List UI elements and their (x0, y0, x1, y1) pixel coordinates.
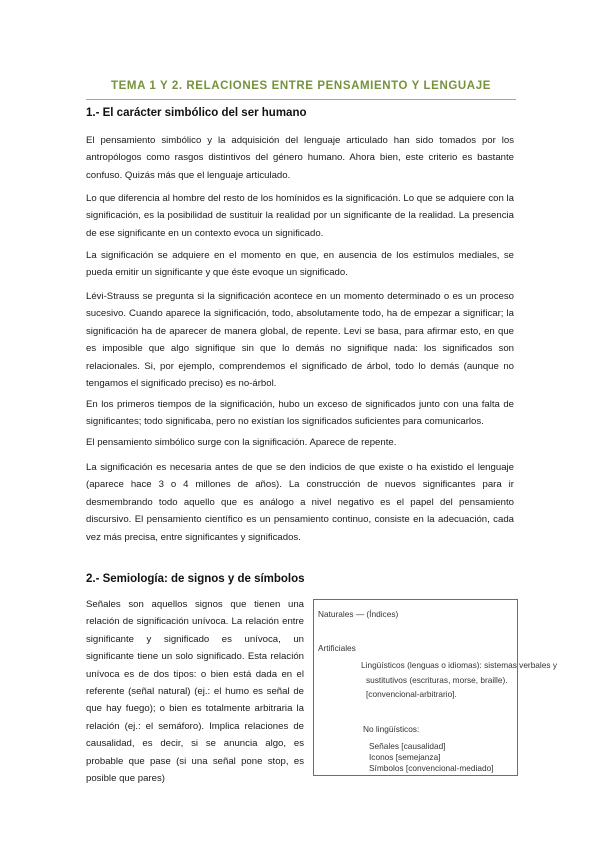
section-1-paragraph: El pensamiento simbólico y la adquisición del lenguaje articulado han sido tomados por los antropólogos como rasgos distintivos del género humano. Ahora bien, este criterio es bastante confuso. Quizás más que el lenguaje articulado. (86, 135, 514, 181)
document-title: TEMA 1 Y 2. RELACIONES ENTRE PENSAMIENTO Y LENGUAJE (111, 80, 491, 92)
section-1-paragraph: Lo que diferencia al hombre del resto de los homínidos es la significación. Lo que se adquiere con la significación, es la posibilidad de sustituir la realidad por un significante de la realidad. La presencia de ese significante en un contexto evoca un significado. (86, 193, 514, 239)
section-1-paragraph: La significación se adquiere en el momento en que, en ausencia de los estímulos mediales, se pueda emitir un significante y que éste evoque un significado. (86, 250, 514, 279)
sign-classification-diagram (313, 599, 557, 776)
diagram-linguisticos-line-1: Lingüísticos (lenguas o idiomas): sistemas verbales y (361, 660, 557, 670)
diagram-artificiales: Artificiales (318, 643, 356, 653)
diagram-iconos: Iconos [semejanza] (369, 752, 441, 762)
section-1-paragraph: El pensamiento simbólico surge con la significación. Aparece de repente. (86, 437, 397, 448)
title-underline (86, 99, 516, 100)
section-2-heading: 2.- Semiología: de signos y de símbolos (86, 573, 305, 585)
diagram-senales: Señales [causalidad] (369, 741, 446, 751)
diagram-no-linguisticos: No lingüísticos: (363, 724, 420, 734)
section-1-paragraph: En los primeros tiempos de la significación, hubo un exceso de significados junto con una falta de significantes; todo significaba, pero no existían los significados suficientes para comunicarlos. (86, 399, 514, 428)
diagram-linguisticos-line-2: sustitutivos (escrituras, morse, braille). (366, 675, 508, 685)
section-1-paragraph: Lévi-Strauss se pregunta si la significación acontece en un momento determinado o es un proceso sucesivo. Cuando aparece la significación, todo, absolutamente todo, ha de empezar a significar; la significación ha de aparecer de manera global, de repente. Levi se basa, para afirmar esto, en que es imposible que algo signifique sin que lo demás no signifique nada: los significados son relacionales. Si, por ejemplo, comprendemos el significado de árbol, todo lo demás (aunque no tengamos el significado preciso) es no-árbol. (86, 291, 514, 390)
diagram-naturales: Naturales — (Índices) (318, 609, 399, 619)
section-1-heading: 1.- El carácter simbólico del ser humano (86, 107, 307, 119)
section-2-paragraph: Señales son aquellos signos que tienen una relación de significación unívoca. La relación entre significante y significado es unívoca, un significante tiene un solo significado. Esta relación unívoca es de dos tipos: o bien está dada en el referente (señal natural) (ej.: el humo es señal de que hay fuego); o bien es totalmente arbitraria la relación (ej.: el semáforo). Implica relaciones de causalidad, es decir, si se anuncia algo, es probable que pase (si una señal pone stop, es posible que pares) (86, 599, 304, 785)
diagram-linguisticos-line-3: [convencional-arbitrario]. (366, 689, 457, 699)
section-1-paragraph: La significación es necesaria antes de que se den indicios de que existe o ha existido el lenguaje (aparece hace 3 o 4 millones de años). La construcción de nuevos significantes para ir desmembrando todo aquello que es análogo a nivel negativo es el papel del pensamiento discursivo. El pensamiento científico es un pensamiento continuo, consiste en la adecuación, cada vez más precisa, entre significantes y significados. (86, 462, 514, 543)
diagram-simbolos: Símbolos [convencional-mediado] (369, 763, 494, 773)
